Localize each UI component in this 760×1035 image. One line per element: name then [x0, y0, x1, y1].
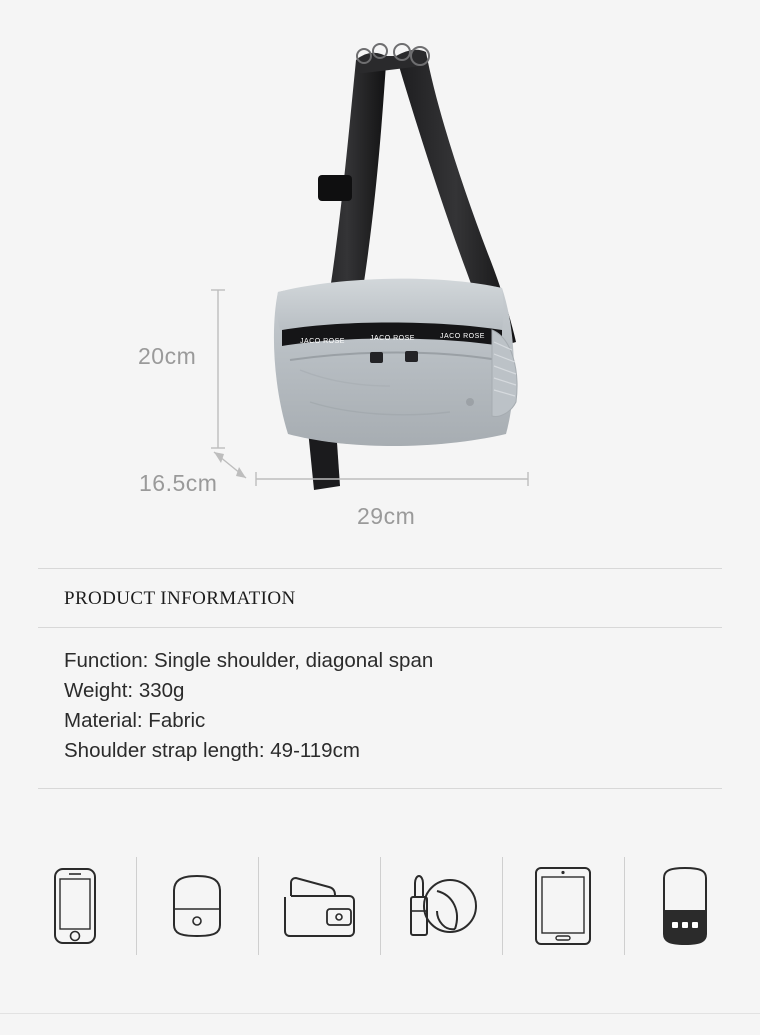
cosmetics-icon — [403, 871, 479, 941]
dimension-width-label: 29cm — [357, 503, 416, 529]
info-line-strap-length: Shoulder strap length: 49-119cm — [64, 739, 360, 762]
tablet-icon — [532, 866, 594, 946]
svg-text:JACO ROSE: JACO ROSE — [370, 335, 415, 342]
phone-icon — [49, 867, 101, 945]
capacity-item-earbuds-case — [136, 851, 258, 961]
capacity-item-phone — [14, 851, 136, 961]
capacity-item-wallet — [258, 851, 380, 961]
product-information-body — [0, 628, 760, 788]
info-line-material: Material: Fabric — [64, 709, 206, 732]
capacity-item-cosmetics — [380, 851, 502, 961]
product-information-heading: PRODUCT INFORMATION — [64, 588, 296, 609]
dimension-height-label: 20cm — [138, 343, 197, 369]
earbuds-case-icon — [166, 873, 228, 939]
svg-text:JACO ROSE: JACO ROSE — [300, 338, 345, 345]
info-line-function: Function: Single shoulder, diagonal span — [64, 649, 434, 672]
divider-bottom — [38, 788, 722, 789]
power-bank-icon — [654, 866, 716, 946]
footer-divider — [0, 1013, 760, 1014]
wallet-icon — [279, 873, 359, 939]
capacity-item-power-bank — [624, 851, 746, 961]
info-line-weight: Weight: 330g — [64, 679, 185, 702]
dimension-depth-label: 16.5cm — [139, 470, 218, 496]
product-information-section — [0, 568, 760, 789]
capacity-item-tablet — [502, 851, 624, 961]
svg-text:JACO ROSE: JACO ROSE — [440, 333, 485, 340]
capacity-icon-strip — [0, 838, 760, 974]
